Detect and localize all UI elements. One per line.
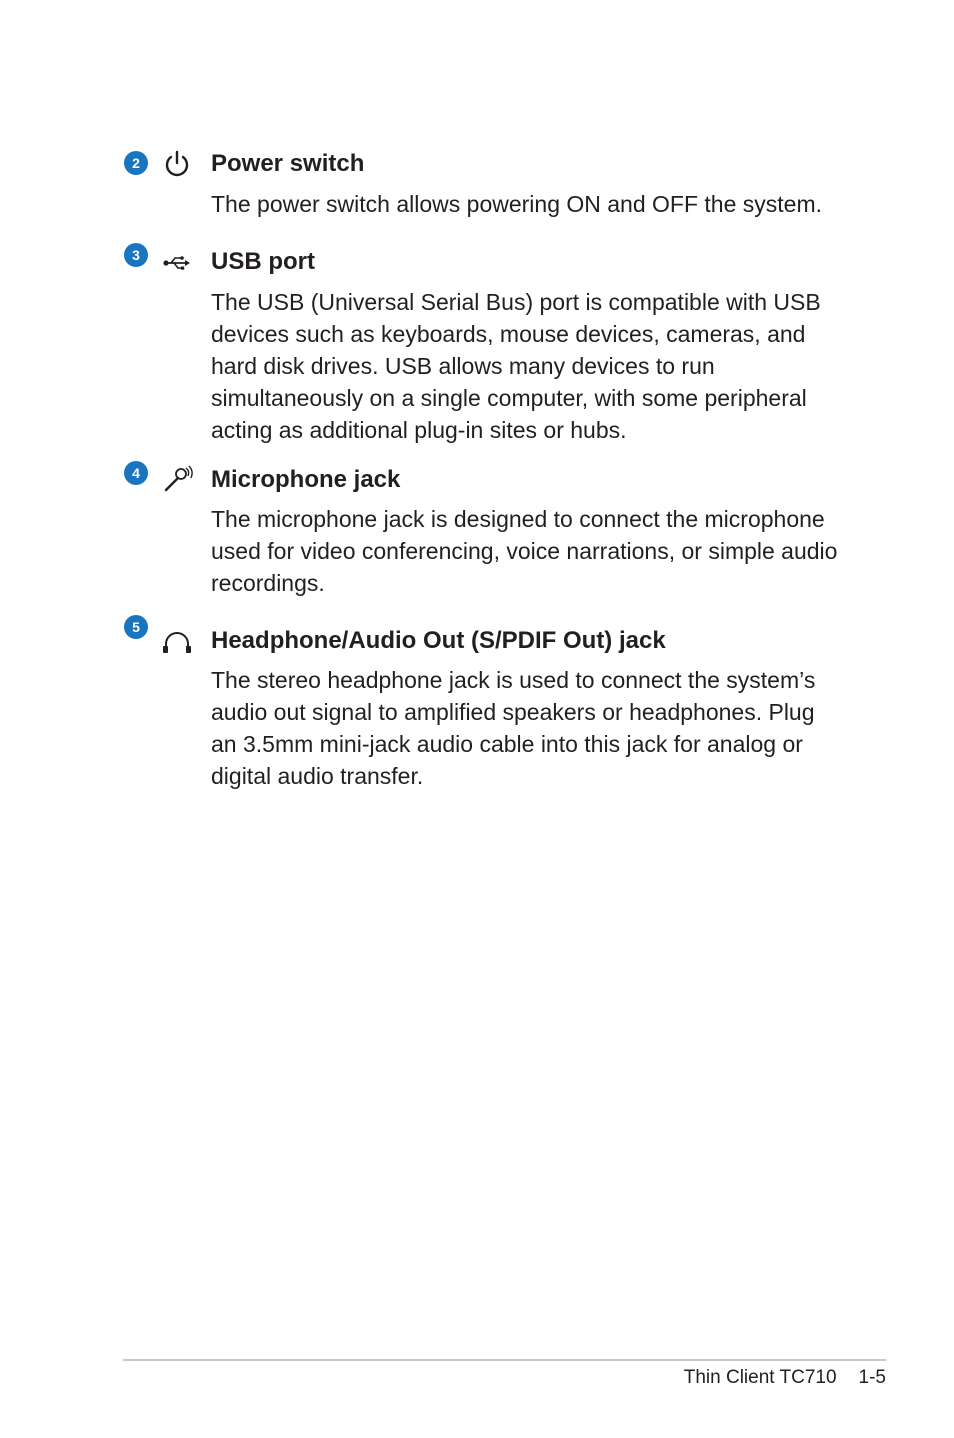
section-title: Power switch: [211, 150, 365, 177]
section-title: Microphone jack: [211, 466, 401, 493]
section-title: USB port: [211, 248, 315, 275]
section-description: The power switch allows powering ON and OFF the system.: [211, 191, 823, 217]
number-badge-5: 5: [124, 615, 148, 639]
page-footer: [684, 1364, 886, 1392]
number-badge-2: 2: [124, 151, 148, 175]
section-description: The USB (Universal Serial Bus) port is compatible with USB devices such as keyboards, mouse devices, cameras, and hard disk drives. USB allows many devices to run simultaneously on a single computer, with some peripheral acting as additional plug-in sites or hubs.: [211, 289, 821, 443]
number-badge-4: 4: [124, 461, 148, 485]
footer-divider: [123, 1359, 886, 1361]
footer-product-name: Thin Client TC710: [683, 1367, 837, 1388]
section-title: Headphone/Audio Out (S/PDIF Out) jack: [211, 627, 666, 654]
microphone-icon: [160, 465, 194, 495]
page-number: 1-5: [858, 1367, 886, 1388]
section-description: The stereo headphone jack is used to connect the system’s audio out signal to amplified speakers or headphones. Plug an 3.5mm mini-jack audio cable into this jack for analog or digital audio transfer.: [211, 667, 816, 789]
usb-icon: [160, 248, 194, 278]
headphone-icon: [160, 628, 194, 658]
power-icon: [160, 149, 194, 179]
number-badge-3: 3: [124, 243, 148, 267]
section-description: The microphone jack is designed to connect the microphone used for video conferencing, voice narrations, or simple audio recordings.: [211, 506, 838, 596]
